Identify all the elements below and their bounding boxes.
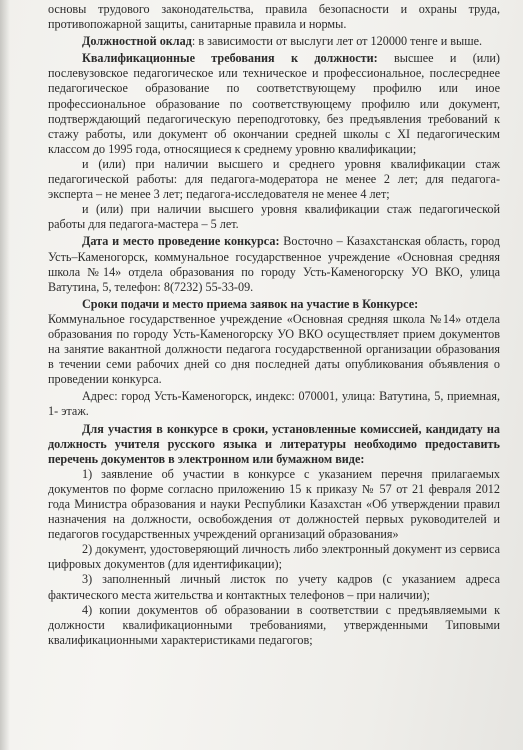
list-item-1: 1) заявление об участии в конкурсе с указанием перечня прилагаемых документов по форме согласно приложению 15 к приказу № 57 от 21 февраля 2012 года Министра образования и науки Республики Казахстан «Об утверждении правил назначения на должности, освобождения от должностей первых руководителей и педагогов государственных учреждений организаций образования» bbox=[48, 466, 500, 542]
page-shadow bbox=[0, 0, 10, 750]
qualification-text: высшее и (или) послевузовское педагогическое или техническое и профессиональное, послесреднее педагогическое образование по соответствующему профилю или иное профессиональное образование по соответствующему профилю или документ, подтверждающий педагогическую переподготовку, без предъявления требований к стажу работы, или документ об окончании средней школы с XI педагогическим классом до 1995 года, относящиеся к среднему уровню квалификации; bbox=[48, 51, 500, 156]
place-heading: Дата и место проведение конкурса: bbox=[82, 234, 280, 249]
list-item-2: 2) документ, удостоверяющий личность либо электронный документ из сервиса цифровых документов (для идентификации); bbox=[48, 542, 500, 572]
paragraph-salary bbox=[48, 34, 500, 49]
salary-heading: Должностной оклад bbox=[82, 34, 192, 49]
place-text: Восточно – Казахстанская область, город Усть–Каменогорск, коммунальное государственное учреждение «Основная средняя школа №14» отдела образования по городу Усть-Каменогорску УО ВКО, улица Ватутина, 5, телефон: 8(7232) 55-33-09. bbox=[48, 234, 501, 294]
salary-text: : в зависимости от выслуги лет от 120000 тенге и выше. bbox=[191, 34, 483, 49]
list-item-3: 3) заполненный личный листок по учету кадров (с указанием адреса фактического места жительства и контактных телефонов – при наличии); bbox=[48, 572, 500, 602]
list-item-4: 4) копии документов об образовании в соответствии с предъявляемыми к должности квалификационными требованиями, утвержденными Типовыми квалификационными характеристиками педагогов; bbox=[48, 602, 500, 647]
paragraph-qualification-3: и (или) при наличии высшего уровня квалификации стаж педагогической работы для педагога-мастера – 5 лет. bbox=[48, 202, 500, 232]
documents-heading: Для участия в конкурсе в сроки, установленные комиссией, кандидату на должность учителя русского языка и литературы необходимо предоставить перечень документов в электронном или бумажном виде: bbox=[48, 421, 500, 466]
document-body bbox=[48, 2, 500, 648]
paragraph-address: Адрес: город Усть-Каменогорск, индекс: 070001, улица: Ватутина, 5, приемная, 1- этаж. bbox=[48, 389, 500, 419]
paragraph-place bbox=[48, 234, 500, 294]
paragraph-duties: основы трудового законодательства, правила безопасности и охраны труда, противопожарной защиты, санитарные правила и нормы. bbox=[48, 2, 500, 32]
paragraph-terms: Коммунальное государственное учреждение «Основная средняя школа №14» отдела образования по городу Усть-Каменогорску УО ВКО осуществляет прием документов на занятие вакантной должности педагога государственной организации образования в течении семи рабочих дней со дня последней даты опубликования объявления о проведении конкурса. bbox=[48, 311, 500, 387]
paragraph-qualification-2: и (или) при наличии высшего и среднего уровня квалификации стаж педагогической работы: для педагога-модератора не менее 2 лет; для педагога-эксперта – не менее 3 лет; педагога-исследователя не менее 4 лет; bbox=[48, 156, 500, 202]
terms-heading: Сроки подачи и место приема заявок на участие в Конкурсе: bbox=[82, 296, 419, 311]
qualification-heading: Квалификационные требования к должности: bbox=[82, 51, 378, 66]
paragraph-qualification bbox=[48, 51, 500, 157]
